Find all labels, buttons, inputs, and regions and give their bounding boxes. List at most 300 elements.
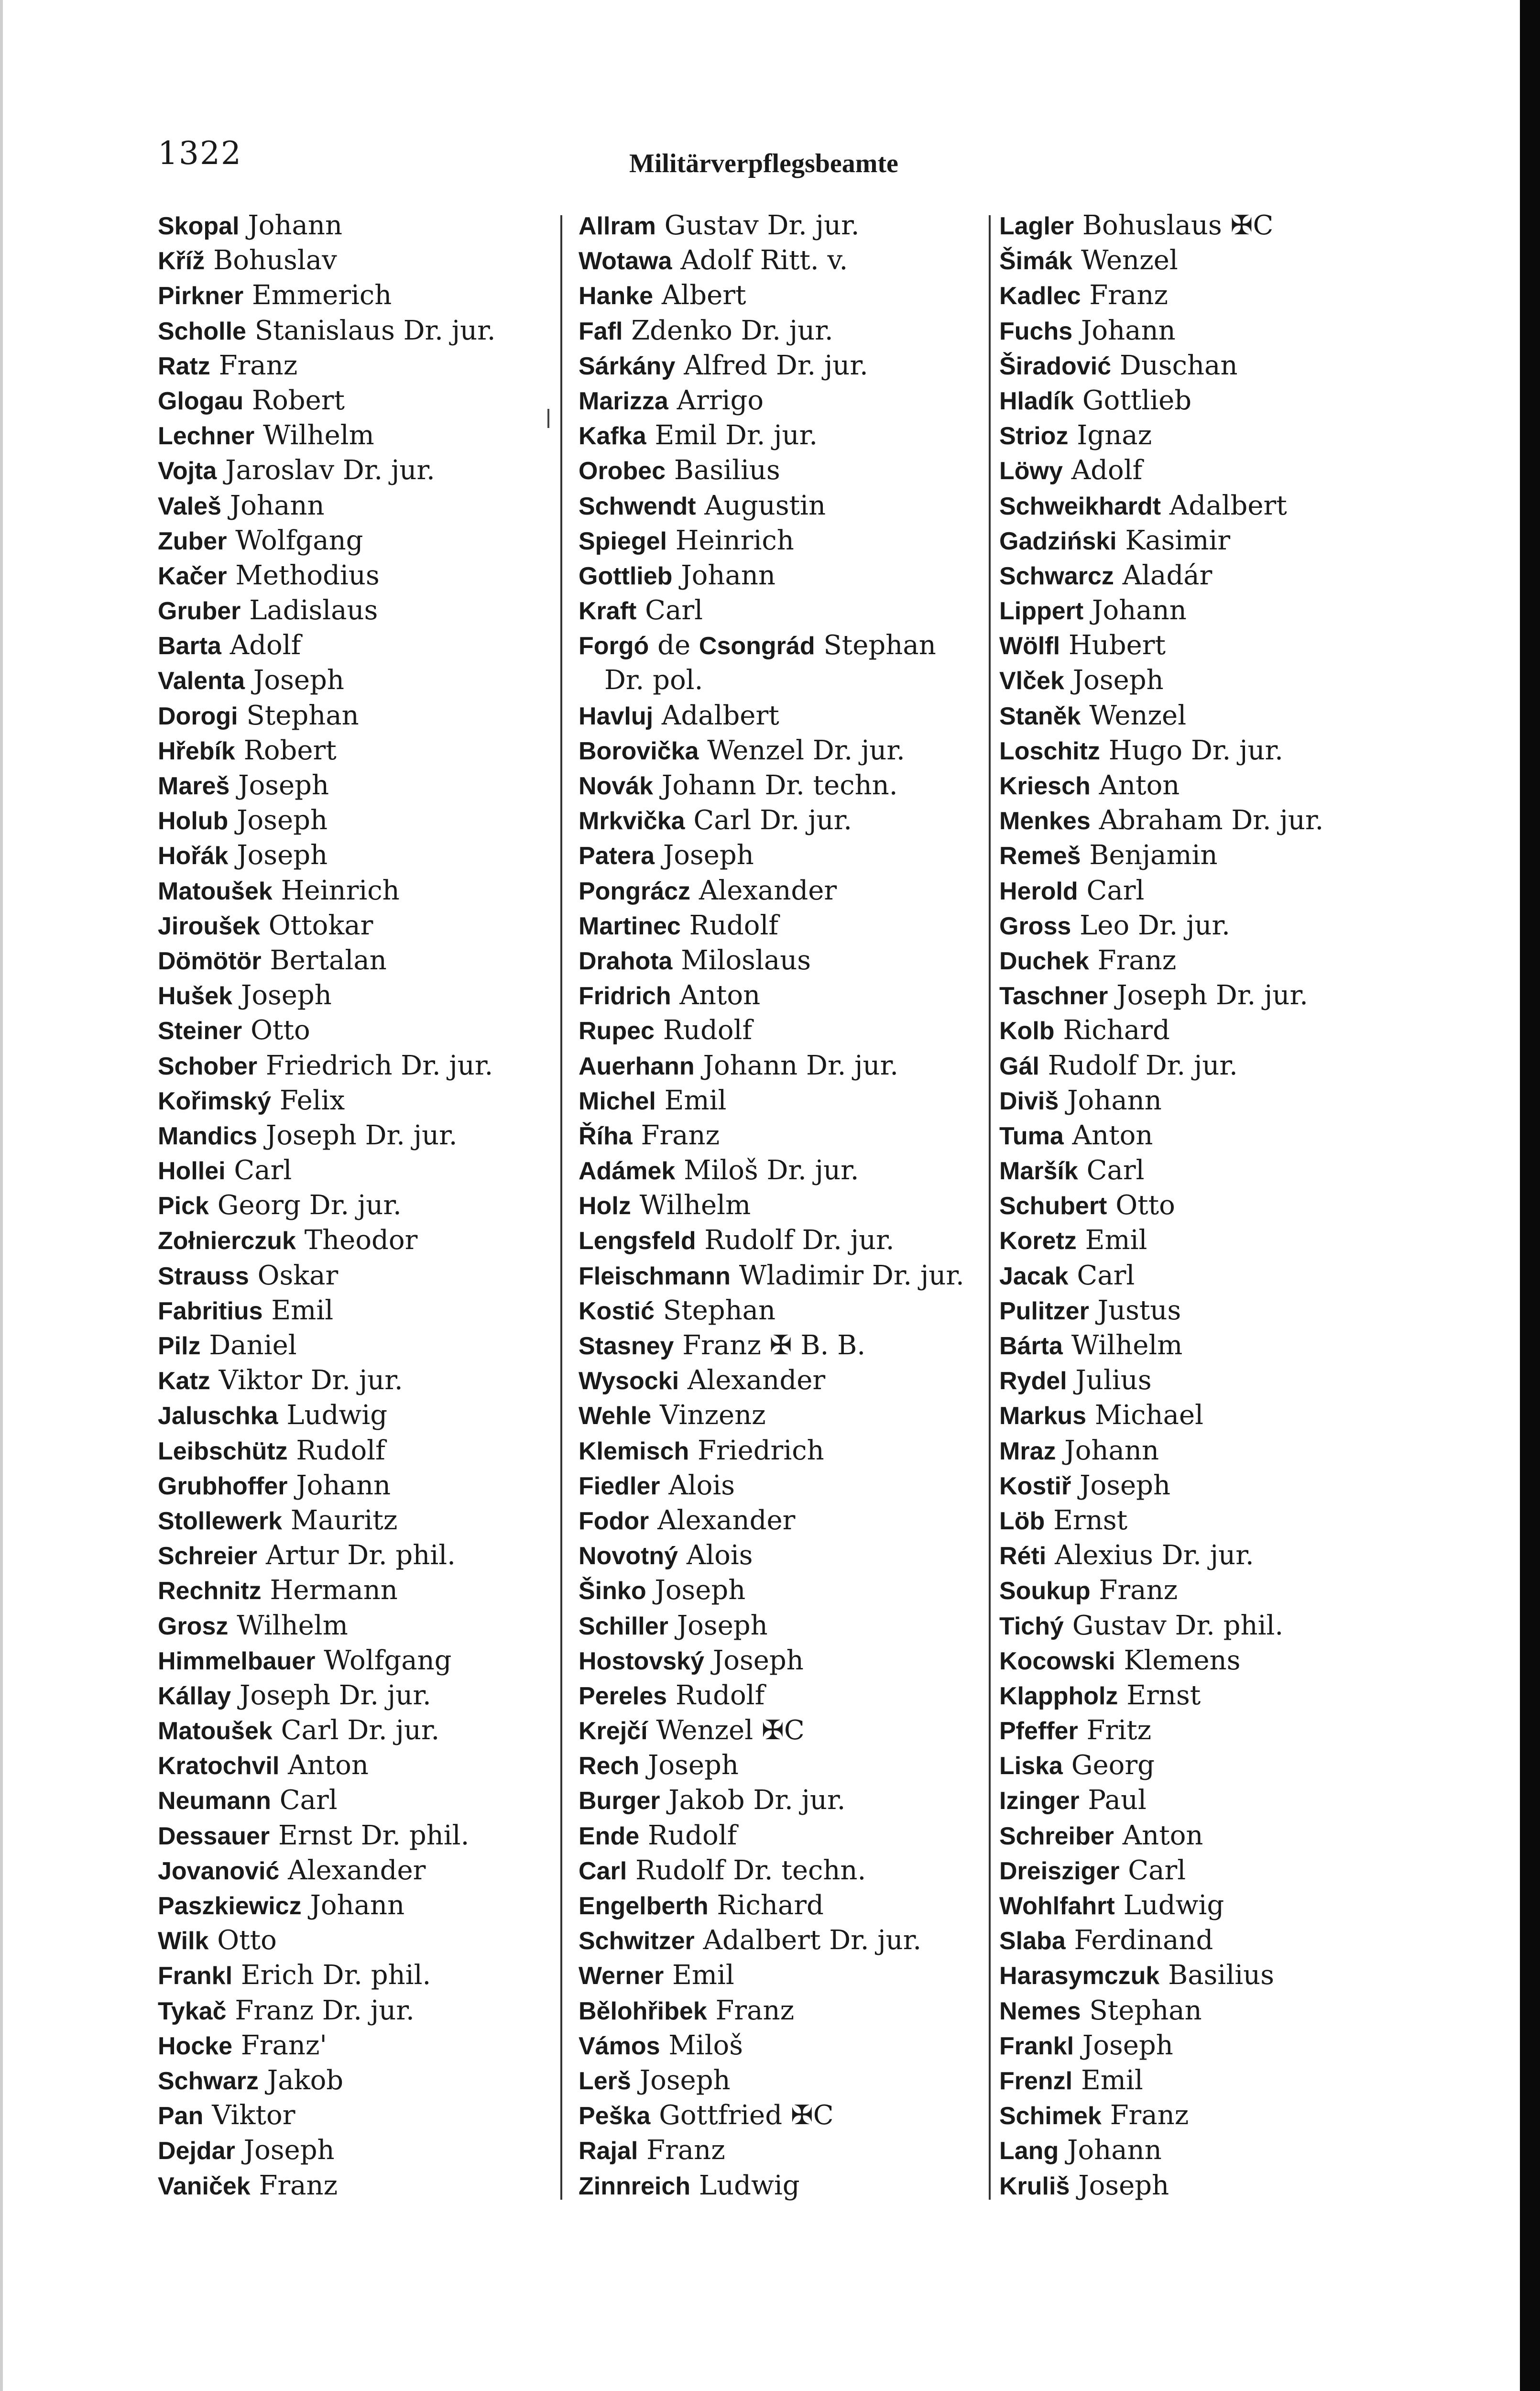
list-item bbox=[579, 803, 990, 838]
entry-surname: Schreiber bbox=[999, 1822, 1114, 1850]
entry-given-names: Carl bbox=[645, 595, 703, 626]
entry-surname: Löwy bbox=[999, 457, 1063, 485]
entry-surname: Lengsfeld bbox=[579, 1227, 696, 1255]
entry-given-names: Emil bbox=[271, 1294, 334, 1326]
entry-surname: Loschitz bbox=[999, 737, 1100, 765]
entry-given-names: Adalbert Dr. jur. bbox=[703, 1925, 922, 1956]
list-item bbox=[999, 1608, 1363, 1643]
list-item bbox=[999, 803, 1363, 838]
entry-surname: Pilz bbox=[158, 1332, 201, 1360]
list-item bbox=[999, 1363, 1363, 1398]
entry-given-names: Joseph bbox=[237, 805, 328, 836]
entry-surname: Valenta bbox=[158, 667, 245, 695]
entry-given-names: Carl bbox=[1077, 1260, 1135, 1291]
entry-surname: Adámek bbox=[579, 1157, 676, 1185]
entry-given-names: Franz bbox=[218, 350, 298, 381]
list-item bbox=[158, 1293, 550, 1328]
entry-surname: Širadović bbox=[999, 352, 1112, 380]
entry-surname: Kříž bbox=[158, 247, 205, 275]
list-item bbox=[158, 873, 550, 908]
entry-given-names: Johann bbox=[296, 1470, 391, 1501]
entry-given-names: Viktor Dr. jur. bbox=[218, 1365, 403, 1396]
list-item bbox=[999, 1993, 1363, 2028]
entry-surname: Wilk bbox=[158, 1927, 209, 1955]
entry-given-names: Johann bbox=[1092, 595, 1187, 626]
entry-surname: Spiegel bbox=[579, 527, 667, 555]
entry-given-names: Alexius Dr. jur. bbox=[1055, 1540, 1254, 1571]
list-item bbox=[158, 1503, 550, 1538]
entry-surname: Forgó bbox=[579, 632, 649, 660]
list-item bbox=[579, 733, 990, 768]
entry-given-names: Anton bbox=[288, 1750, 369, 1781]
entry-surname: Pongrácz bbox=[579, 877, 691, 905]
entry-given-names: Julius bbox=[1075, 1365, 1152, 1396]
list-item bbox=[579, 2098, 990, 2133]
entry-surname: Skopal bbox=[158, 212, 240, 240]
list-item bbox=[999, 2063, 1363, 2098]
entry-surname: Hořák bbox=[158, 842, 229, 870]
entry-surname: Leibschütz bbox=[158, 1437, 288, 1465]
list-item bbox=[158, 1643, 550, 1678]
list-item bbox=[158, 1993, 550, 2028]
entry-surname: Klemisch bbox=[579, 1437, 689, 1465]
entry-surname: Herold bbox=[999, 877, 1078, 905]
list-item bbox=[999, 418, 1363, 453]
entry-surname: Fuchs bbox=[999, 317, 1073, 345]
list-item bbox=[579, 1748, 990, 1783]
entry-surname: Carl bbox=[579, 1857, 627, 1885]
entry-surname: Maršík bbox=[999, 1157, 1078, 1185]
entry-given-names: Johann Dr. techn. bbox=[661, 770, 898, 801]
entry-surname: Dreisziger bbox=[999, 1857, 1120, 1885]
entry-surname: Schiller bbox=[579, 1612, 668, 1640]
entry-surname: Auerhann bbox=[579, 1052, 695, 1080]
entry-surname: Říha bbox=[579, 1122, 633, 1150]
entry-surname: Pfeffer bbox=[999, 1717, 1078, 1745]
entry-given-names: Joseph bbox=[663, 840, 754, 871]
entry-given-names: Ernst bbox=[1126, 1679, 1201, 1711]
list-item bbox=[579, 1678, 990, 1713]
list-item bbox=[158, 978, 550, 1013]
entry-surname: Werner bbox=[579, 1962, 664, 1990]
entry-surname: Soukup bbox=[999, 1577, 1091, 1605]
entry-given-names: Carl bbox=[1086, 875, 1145, 906]
list-item bbox=[579, 488, 990, 523]
entry-surname: Koretz bbox=[999, 1227, 1077, 1255]
entry-surname: Schweikhardt bbox=[999, 492, 1161, 520]
entry-given-names: Miloš Dr. jur. bbox=[684, 1155, 859, 1186]
list-item bbox=[579, 1083, 990, 1118]
list-item bbox=[579, 838, 990, 873]
entry-surname: Novák bbox=[579, 772, 654, 800]
entry-given-names: Zdenko Dr. jur. bbox=[631, 315, 833, 346]
entry-surname: Kriesch bbox=[999, 772, 1091, 800]
entry-surname: Pick bbox=[158, 1192, 209, 1220]
entry-surname: Dejdar bbox=[158, 2137, 235, 2165]
entry-given-names: Anton bbox=[1122, 1820, 1203, 1851]
entry-given-names: Franz bbox=[1099, 1575, 1178, 1606]
entry-given-names: Klemens bbox=[1124, 1645, 1241, 1676]
entry-surname: Jiroušek bbox=[158, 912, 260, 940]
entry-given-names: Stephan bbox=[246, 700, 359, 731]
list-item bbox=[579, 1888, 990, 1923]
list-item bbox=[579, 978, 990, 1013]
entry-surname: Patera bbox=[579, 842, 655, 870]
list-item bbox=[999, 1643, 1363, 1678]
list-item bbox=[999, 1258, 1363, 1293]
list-item bbox=[579, 1573, 990, 1608]
entry-given-names: Ferdinand bbox=[1074, 1925, 1213, 1956]
entry-given-names: Joseph bbox=[240, 980, 332, 1011]
list-item bbox=[999, 1118, 1363, 1153]
entry-given-names: Wilhelm bbox=[263, 420, 374, 451]
list-item bbox=[158, 1538, 550, 1573]
entry-surname: Marizza bbox=[579, 387, 668, 415]
entry-given-names: Wenzel bbox=[656, 1715, 754, 1746]
entry-given-names: Alexander bbox=[699, 875, 837, 906]
entry-surname: Fridrich bbox=[579, 982, 671, 1010]
entry-given-names: Ottokar bbox=[268, 910, 373, 941]
list-item bbox=[158, 803, 550, 838]
entry-surname: Staněk bbox=[999, 702, 1081, 730]
entry-surname: Schubert bbox=[999, 1192, 1107, 1220]
list-item bbox=[579, 1433, 990, 1468]
list-item bbox=[999, 768, 1363, 803]
entry-surname: Michel bbox=[579, 1087, 656, 1115]
entry-given-names: Johann bbox=[229, 490, 325, 521]
entry-given-names: Daniel bbox=[209, 1330, 297, 1361]
decoration-cross-icon: ✠ bbox=[769, 1330, 792, 1361]
entry-given-names: Alexander bbox=[288, 1854, 426, 1886]
entry-given-names: Bohuslav bbox=[213, 245, 337, 276]
entry-given-names: Basilius bbox=[674, 455, 780, 486]
entry-given-names: Joseph bbox=[1078, 2170, 1169, 2201]
entry-given-names: Anton bbox=[1099, 770, 1180, 801]
list-item bbox=[999, 348, 1363, 383]
entry-surname: Wohlfahrt bbox=[999, 1892, 1115, 1920]
entry-given-names: Erich Dr. phil. bbox=[240, 1960, 431, 1991]
entry-given-names: Oskar bbox=[257, 1260, 339, 1291]
entry-given-names: Stephan bbox=[663, 1294, 776, 1326]
list-item bbox=[158, 663, 550, 698]
list-item bbox=[999, 383, 1363, 418]
entry-given-names: Wenzel Dr. jur. bbox=[707, 735, 905, 766]
entry-surname: Dessauer bbox=[158, 1822, 270, 1850]
entry-given-names: Anton bbox=[1072, 1119, 1153, 1151]
list-item bbox=[999, 2028, 1363, 2063]
entry-surname: Fodor bbox=[579, 1507, 649, 1535]
list-item bbox=[158, 2063, 550, 2098]
entry-surname: Grubhoffer bbox=[158, 1472, 288, 1500]
list-item bbox=[999, 313, 1363, 348]
entry-given-names: Ignaz bbox=[1077, 420, 1152, 451]
entry-surname: Frankl bbox=[158, 1962, 233, 1990]
entry-given-names: Adalbert bbox=[661, 700, 779, 731]
entry-surname: Paszkiewicz bbox=[158, 1892, 302, 1920]
entry-surname: Kolb bbox=[999, 1017, 1055, 1045]
entry-given-names: Joseph Dr. jur. bbox=[265, 1119, 458, 1151]
entry-surname: Lang bbox=[999, 2137, 1059, 2165]
entry-surname: Ratz bbox=[158, 352, 210, 380]
list-item bbox=[158, 1048, 550, 1083]
list-item bbox=[999, 1573, 1363, 1608]
entry-given-names: Vinzenz bbox=[660, 1400, 766, 1431]
entry-surname: Novotný bbox=[579, 1542, 678, 1570]
entry-given-names: Justus bbox=[1097, 1294, 1181, 1326]
list-item bbox=[158, 908, 550, 943]
entry-surname: Dömötör bbox=[158, 947, 262, 975]
entry-given-names: Bertalan bbox=[270, 944, 387, 976]
list-item bbox=[579, 1643, 990, 1678]
entry-surname: Tuma bbox=[999, 1122, 1064, 1150]
list-item bbox=[579, 1923, 990, 1958]
entry-given-names: Johann Dr. jur. bbox=[703, 1050, 899, 1081]
entry-surname: Glogau bbox=[158, 387, 244, 415]
entry-given-names-secondary: Stephan bbox=[823, 630, 936, 661]
entry-surname: Taschner bbox=[999, 982, 1108, 1010]
entry-surname: Allram bbox=[579, 212, 656, 240]
entry-given-names: Jakob Dr. jur. bbox=[668, 1785, 846, 1816]
entry-given-names: Rudolf bbox=[689, 910, 779, 941]
entry-given-names: Wilhelm bbox=[1071, 1330, 1183, 1361]
list-item bbox=[158, 768, 550, 803]
entry-surname: Katz bbox=[158, 1367, 210, 1395]
entry-given-names: Ladislaus bbox=[249, 595, 378, 626]
list-item bbox=[158, 1433, 550, 1468]
entry-given-names: Joseph bbox=[677, 1610, 768, 1641]
entry-surname: Rechnitz bbox=[158, 1577, 262, 1605]
entry-surname: Dorogi bbox=[158, 702, 238, 730]
entry-given-names: Franz bbox=[259, 2170, 338, 2201]
list-item bbox=[579, 1468, 990, 1503]
list-item bbox=[579, 698, 990, 733]
entry-surname: Kostiř bbox=[999, 1472, 1071, 1500]
entry-given-names: Rudolf bbox=[296, 1435, 385, 1466]
entry-given-names: Joseph bbox=[243, 2135, 335, 2166]
entry-surname: Pulitzer bbox=[999, 1297, 1089, 1325]
list-item bbox=[158, 943, 550, 978]
running-head: Militärverpflegsbeamte bbox=[629, 149, 898, 178]
list-item bbox=[999, 208, 1363, 243]
entry-given-names: Carl bbox=[1128, 1854, 1186, 1886]
list-item bbox=[158, 1468, 550, 1503]
entry-given-names: Joseph bbox=[1082, 2029, 1173, 2061]
entry-surname: Hladík bbox=[999, 387, 1074, 415]
entry-surname: Fafl bbox=[579, 317, 623, 345]
entry-surname: Lippert bbox=[999, 597, 1084, 625]
entry-surname: Löb bbox=[999, 1507, 1045, 1535]
entry-surname: Bárta bbox=[999, 1332, 1063, 1360]
entry-given-names: Joseph bbox=[655, 1575, 746, 1606]
entry-given-names: Franz bbox=[715, 1995, 795, 2026]
entry-given-names: Stephan bbox=[1089, 1995, 1202, 2026]
list-item bbox=[999, 1398, 1363, 1433]
page-number: 1322 bbox=[158, 135, 242, 172]
entry-surname: Zuber bbox=[158, 527, 227, 555]
entry-given-names: Alexander bbox=[657, 1504, 796, 1536]
list-item bbox=[579, 418, 990, 453]
entry-surname: Schwitzer bbox=[579, 1927, 695, 1955]
entry-surname: Scholle bbox=[158, 317, 246, 345]
entry-surname: Liska bbox=[999, 1752, 1063, 1780]
entry-given-names: Aladár bbox=[1122, 559, 1212, 591]
entry-surname: Strauss bbox=[158, 1262, 249, 1290]
list-item bbox=[158, 1783, 550, 1818]
entry-given-names: Rudolf bbox=[663, 1015, 753, 1046]
entry-surname: Fleischmann bbox=[579, 1262, 731, 1290]
entry-given-names: Wilhelm bbox=[237, 1610, 348, 1641]
list-item bbox=[999, 1013, 1363, 1048]
scan-edge-right bbox=[1520, 0, 1540, 2391]
entry-surname: Wehle bbox=[579, 1402, 652, 1430]
list-item bbox=[999, 1888, 1363, 1923]
list-item bbox=[999, 1958, 1363, 1993]
entry-surname: Drahota bbox=[579, 947, 673, 975]
entry-given-names: Robert bbox=[251, 384, 345, 416]
entry-surname: Zinnreich bbox=[579, 2172, 691, 2200]
entry-given-names: Rudolf Dr. techn. bbox=[635, 1854, 866, 1886]
entry-surname: Gál bbox=[999, 1052, 1039, 1080]
list-item bbox=[158, 1748, 550, 1783]
entry-given-names: Franz bbox=[1110, 2100, 1189, 2131]
entry-given-names: Emil bbox=[1081, 2064, 1143, 2096]
entry-surname: Gruber bbox=[158, 597, 241, 625]
entry-given-names: Otto bbox=[1115, 1190, 1175, 1221]
name-column-2 bbox=[579, 208, 990, 2203]
entry-surname: Jaluschka bbox=[158, 1402, 278, 1430]
entry-surname: Lagler bbox=[999, 212, 1074, 240]
entry-given-names: Richard bbox=[717, 1890, 824, 1921]
list-item bbox=[999, 1783, 1363, 1818]
entry-given-names: Paul bbox=[1088, 1785, 1147, 1816]
list-item bbox=[999, 1923, 1363, 1958]
decoration-cross-icon: ✠C bbox=[761, 1715, 805, 1746]
list-item bbox=[579, 1328, 990, 1363]
entry-surname: Havluj bbox=[579, 702, 654, 730]
entry-surname: Mareš bbox=[158, 772, 230, 800]
list-item bbox=[158, 1923, 550, 1958]
entry-surname: Harasymczuk bbox=[999, 1962, 1160, 1990]
list-item bbox=[158, 1888, 550, 1923]
entry-surname: Burger bbox=[579, 1787, 660, 1815]
entry-surname: Mandics bbox=[158, 1122, 258, 1150]
list-item bbox=[999, 2133, 1363, 2168]
entry-given-names: Joseph bbox=[1072, 665, 1164, 696]
list-item bbox=[158, 1013, 550, 1048]
entry-surname: Hocke bbox=[158, 2032, 233, 2060]
list-item bbox=[158, 733, 550, 768]
entry-given-names: Gottfried bbox=[659, 2100, 783, 2131]
list-item bbox=[579, 593, 990, 628]
entry-surname: Hanke bbox=[579, 282, 654, 310]
entry-surname: Markus bbox=[999, 1402, 1087, 1430]
list-item bbox=[579, 628, 990, 663]
entry-surname: Himmelbauer bbox=[158, 1647, 316, 1675]
entry-surname: Hostovský bbox=[579, 1647, 704, 1675]
entry-surname: Neumann bbox=[158, 1787, 271, 1815]
list-item bbox=[158, 1258, 550, 1293]
entry-surname: Peška bbox=[579, 2102, 651, 2130]
entry-surname: Kruliš bbox=[999, 2172, 1070, 2200]
entry-surname: Gross bbox=[999, 912, 1071, 940]
entry-surname: Kadlec bbox=[999, 282, 1081, 310]
list-item bbox=[158, 698, 550, 733]
entry-surname-secondary: Csongrád bbox=[699, 632, 815, 660]
list-item bbox=[158, 628, 550, 663]
list-item bbox=[158, 278, 550, 313]
list-item bbox=[579, 1993, 990, 2028]
list-item bbox=[579, 558, 990, 593]
entry-surname: Engelberth bbox=[579, 1892, 709, 1920]
column-rule-1 bbox=[560, 215, 562, 2200]
entry-given-names: Arrigo bbox=[677, 384, 764, 416]
list-item bbox=[579, 243, 990, 278]
list-item bbox=[158, 2168, 550, 2203]
entry-given-names: Richard bbox=[1063, 1015, 1170, 1046]
entry-surname: Holub bbox=[158, 807, 229, 835]
list-item bbox=[999, 593, 1363, 628]
entry-given-names: Anton bbox=[679, 980, 761, 1011]
list-item bbox=[158, 1363, 550, 1398]
entry-given-names: Duschan bbox=[1119, 350, 1238, 381]
entry-surname: Matoušek bbox=[158, 1717, 273, 1745]
entry-given-names: Heinrich bbox=[675, 525, 794, 556]
entry-given-names: Bohuslaus bbox=[1082, 210, 1222, 241]
list-item bbox=[579, 453, 990, 488]
entry-given-names: Rudolf Dr. jur. bbox=[704, 1225, 895, 1256]
entry-given-names: Adolf bbox=[229, 630, 301, 661]
entry-given-names: Franz bbox=[682, 1330, 761, 1361]
entry-given-names: Friedrich bbox=[698, 1435, 824, 1466]
entry-surname: Vámos bbox=[579, 2032, 660, 2060]
list-item bbox=[158, 243, 550, 278]
entry-surname: Schimek bbox=[999, 2102, 1102, 2130]
entry-given-names: Joseph bbox=[238, 770, 329, 801]
list-item bbox=[999, 1713, 1363, 1748]
entry-given-names: Gustav Dr. jur. bbox=[664, 210, 860, 241]
entry-given-names: Joseph bbox=[1080, 1470, 1171, 1501]
list-item bbox=[158, 523, 550, 558]
list-item bbox=[579, 1398, 990, 1433]
list-item bbox=[999, 1818, 1363, 1853]
entry-given-names: Emil Dr. jur. bbox=[655, 420, 818, 451]
list-item bbox=[999, 453, 1363, 488]
entry-given-names: Viktor bbox=[212, 2100, 295, 2131]
list-item bbox=[158, 348, 550, 383]
entry-surname: Schreier bbox=[158, 1542, 258, 1570]
entry-surname: Lechner bbox=[158, 422, 255, 450]
list-item bbox=[579, 1258, 990, 1293]
list-item bbox=[579, 2028, 990, 2063]
list-item bbox=[999, 838, 1363, 873]
entry-given-names: Wilhelm bbox=[639, 1190, 751, 1221]
entry-surname: Sárkány bbox=[579, 352, 676, 380]
list-item bbox=[999, 698, 1363, 733]
entry-surname: Diviš bbox=[999, 1087, 1059, 1115]
entry-surname: Strioz bbox=[999, 422, 1069, 450]
entry-surname: Pirkner bbox=[158, 282, 244, 310]
list-item bbox=[158, 1153, 550, 1188]
list-item bbox=[999, 1538, 1363, 1573]
entry-surname: Kratochvil bbox=[158, 1752, 280, 1780]
entry-surname: Kraft bbox=[579, 597, 637, 625]
entry-given-names: Franz' bbox=[240, 2029, 327, 2061]
entry-surname: Šimák bbox=[999, 247, 1073, 275]
list-item bbox=[999, 1678, 1363, 1713]
entry-given-names: Leo Dr. jur. bbox=[1080, 910, 1230, 941]
entry-surname: Lerš bbox=[579, 2067, 631, 2095]
entry-given-names: Franz Dr. jur. bbox=[235, 1995, 415, 2026]
